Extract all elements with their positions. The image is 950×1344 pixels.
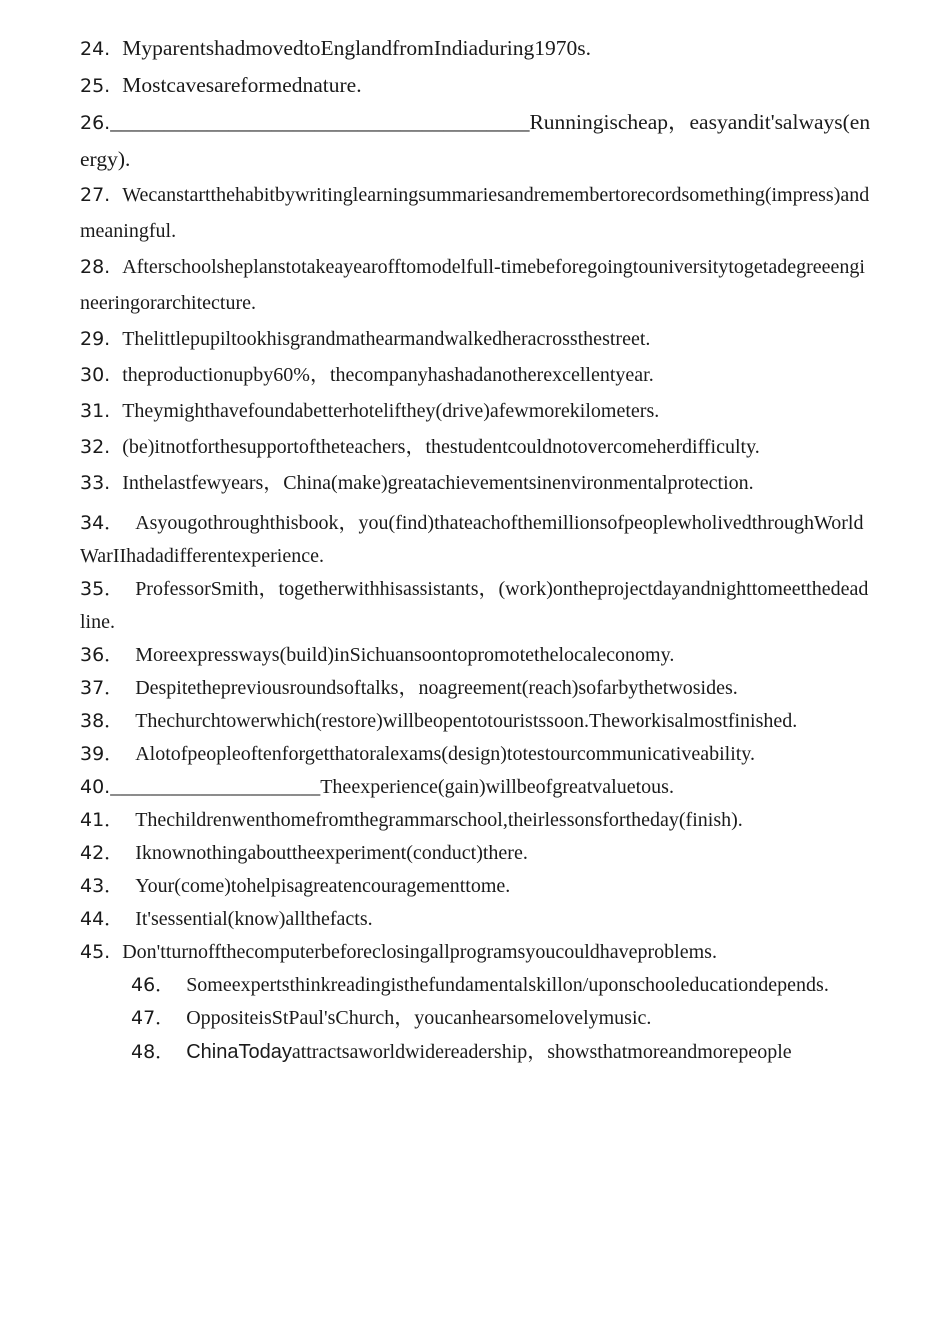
- question-text: Moreexpressways(build)inSichuansoontopromotethelocaleconomy.: [135, 644, 675, 666]
- question-number: 28.: [80, 256, 111, 278]
- question-43: [80, 870, 872, 903]
- question-text: Iknownothingabouttheexperiment(conduct)there.: [135, 842, 528, 864]
- question-number: 29.: [80, 328, 111, 350]
- question-number: 36．: [80, 644, 124, 666]
- question-text: _____________________Theexperience(gain)willbeofgreatvaluetous.: [110, 776, 674, 798]
- question-text: Mostcavesareformednature.: [122, 73, 362, 97]
- question-text: Thelittlepupiltookhisgrandmathearmandwalkedheracrossthestreet.: [122, 328, 651, 350]
- question-number: 32.: [80, 436, 111, 458]
- question-31: [80, 393, 872, 429]
- question-42: [80, 837, 872, 870]
- question-number: 24.: [80, 38, 111, 60]
- question-number: 41．: [80, 809, 124, 831]
- question-number: 43．: [80, 875, 124, 897]
- question-47: [80, 1002, 872, 1035]
- question-33: [80, 465, 872, 501]
- question-text: (be)itnotforthesupportoftheteachers，thestudentcouldnotovercomeherdifficulty.: [122, 436, 760, 458]
- question-text: Someexpertsthinkreadingisthefundamentalskillon/uponschooleducationdepends.: [186, 974, 829, 996]
- question-28: [80, 249, 872, 321]
- document-page: [80, 30, 872, 1067]
- question-text: It'sessential(know)allthefacts.: [135, 908, 373, 930]
- question-text: Theymighthavefoundabetterhotelifthey(drive)afewmorekilometers.: [122, 400, 660, 422]
- question-number: 35．: [80, 578, 124, 600]
- question-number: 46．: [131, 974, 175, 996]
- question-text: Thechildrenwenthomefromthegrammarschool,theirlessonsfortheday(finish).: [135, 809, 743, 831]
- question-text: Thechurchtowerwhich(restore)willbeopentotouristssoon.Theworkisalmostfinished.: [135, 710, 798, 732]
- question-number: 38．: [80, 710, 124, 732]
- question-number: 44．: [80, 908, 124, 930]
- question-number: 25.: [80, 75, 111, 97]
- question-46: [80, 969, 872, 1002]
- question-text: Afterschoolsheplanstotakeayearofftomodelfull-timebeforegoingtouniversitytogetadegreeengineeringorarchitecture.: [80, 256, 865, 314]
- question-text: OppositeisStPaul'sChurch，youcanhearsomelovelymusic.: [186, 1007, 652, 1029]
- question-text: Inthelastfewyears，China(make)greatachievementsinenvironmentalprotection.: [122, 472, 754, 494]
- question-text: Alotofpeopleoftenforgetthatoralexams(design)totestourcommunicativeability.: [135, 743, 756, 765]
- question-41: [80, 804, 872, 837]
- question-44: [80, 903, 872, 936]
- question-text: Don'tturnoffthecomputerbeforeclosingallprogramsyoucouldhaveproblems.: [122, 941, 717, 963]
- question-text: ProfessorSmith，togetherwithhisassistants，(work)ontheprojectdayandnighttomeetthedeadline.: [80, 578, 869, 633]
- question-34: [80, 507, 872, 573]
- question-number: 48．: [131, 1041, 175, 1063]
- question-text: Your(come)tohelpisagreatencouragementtome.: [135, 875, 511, 897]
- question-30: [80, 357, 872, 393]
- question-text: Asyougothroughthisbook，you(find)thateachofthemillionsofpeoplewholivedthroughWorldWarIIhadadifferentexperience.: [80, 512, 864, 567]
- question-number: 27.: [80, 184, 111, 206]
- question-24: [80, 30, 872, 67]
- question-number: 45.: [80, 941, 111, 963]
- question-29: [80, 321, 872, 357]
- question-number: 47．: [131, 1007, 175, 1029]
- question-text: theproductionupby60%，thecompanyhashadanotherexcellentyear.: [122, 364, 654, 386]
- question-39: [80, 738, 872, 771]
- question-number: 39．: [80, 743, 124, 765]
- book-title: ChinaToday: [186, 1041, 292, 1063]
- question-37: [80, 672, 872, 705]
- question-26: [80, 104, 872, 177]
- question-36: [80, 639, 872, 672]
- question-35: [80, 573, 872, 639]
- question-number: 42．: [80, 842, 124, 864]
- question-38: [80, 705, 872, 738]
- question-number: 31.: [80, 400, 111, 422]
- question-32: [80, 429, 872, 465]
- question-number: 26.: [80, 112, 111, 134]
- question-number: 40.: [80, 776, 111, 798]
- question-text: Despitethepreviousroundsoftalks，noagreement(reach)sofarbythetwosides.: [135, 677, 738, 699]
- question-number: 37．: [80, 677, 124, 699]
- question-48: [80, 1035, 872, 1067]
- question-40: [80, 771, 872, 804]
- question-text: attractsaworldwidereadership，showsthatmoreandmorepeople: [291, 1041, 792, 1063]
- question-45: [80, 936, 872, 969]
- question-text: _______________________________________Runningischeap，easyandit'salways(energy).: [80, 110, 871, 171]
- question-25: [80, 67, 872, 104]
- question-number: 30.: [80, 364, 111, 386]
- question-text: Wecanstartthehabitbywritinglearningsummariesandremembertorecordsomething(impress)andmeaningful.: [80, 184, 870, 242]
- question-number: 34．: [80, 512, 124, 534]
- question-27: [80, 177, 872, 249]
- question-text: MyparentshadmovedtoEnglandfromIndiaduring1970s.: [122, 36, 591, 60]
- question-number: 33.: [80, 472, 111, 494]
